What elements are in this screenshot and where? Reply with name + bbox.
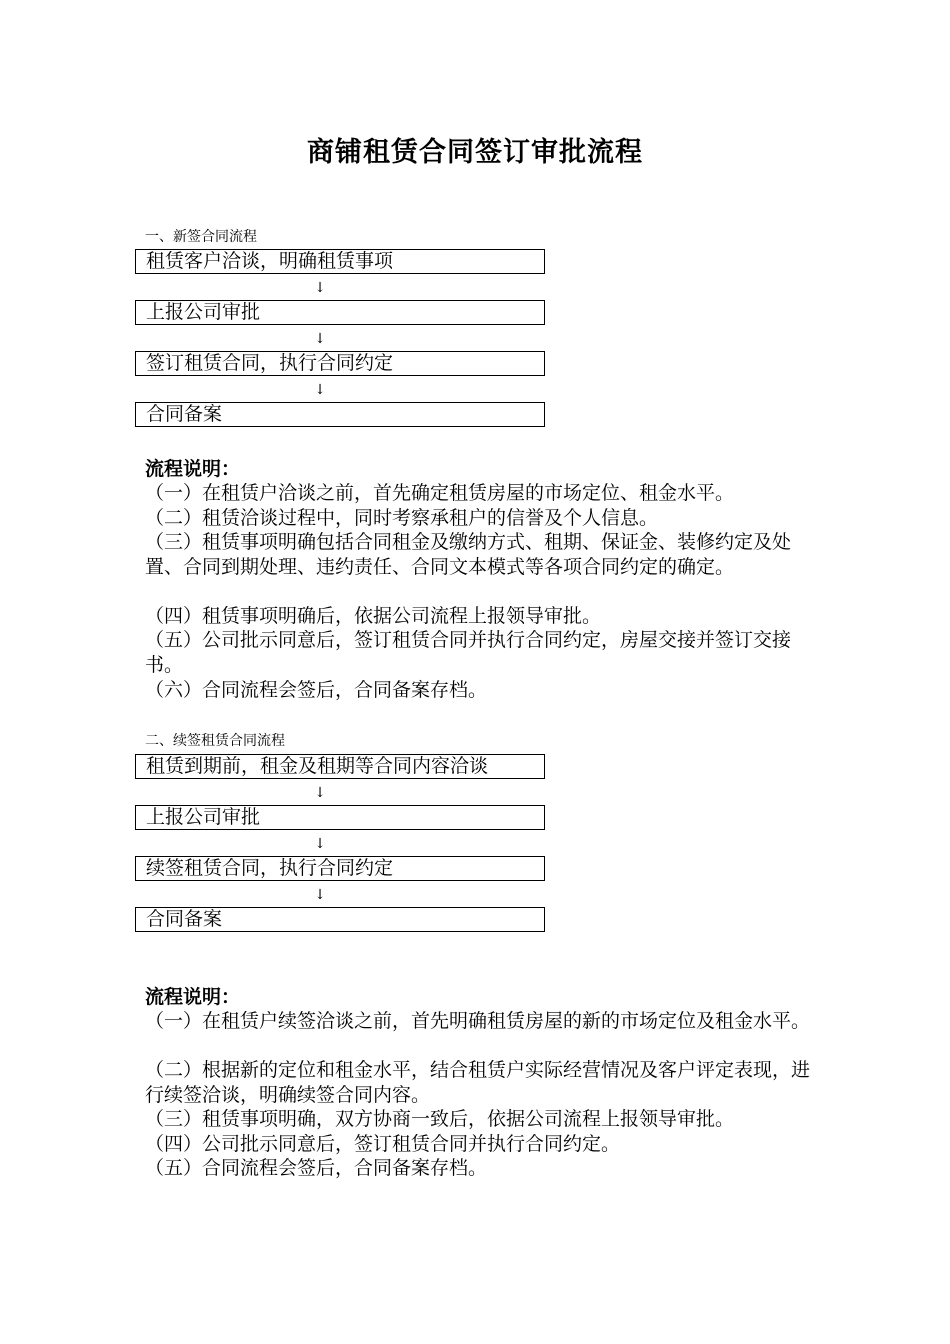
arrow-down-icon: ↓ <box>314 887 326 903</box>
section-1-label: 一、新签合同流程 <box>145 229 257 245</box>
note-item: （六）合同流程会签后，合同备案存档。 <box>145 679 488 701</box>
note-item: （三）租赁事项明确，双方协商一致后，依据公司流程上报领导审批。 <box>145 1108 735 1130</box>
arrow-down-icon: ↓ <box>314 785 326 801</box>
arrow-down-icon: ↓ <box>314 280 326 296</box>
notes-heading-1: 流程说明： <box>145 458 241 480</box>
note-item: （二）根据新的定位和租金水平，结合租赁户实际经营情况及客户评定表现，进行续签洽谈，明确续签合同内容。 <box>145 1059 811 1106</box>
note-item: （一）在租赁户续签洽谈之前，首先明确租赁房屋的新的市场定位及租金水平。 <box>145 1010 811 1032</box>
note-item: （四）租赁事项明确后，依据公司流程上报领导审批。 <box>145 605 602 627</box>
flow-step-1-3: 签订租赁合同，执行合同约定 <box>135 351 545 376</box>
arrow-down-icon: ↓ <box>314 382 326 398</box>
arrow-down-icon: ↓ <box>314 836 326 852</box>
note-item: （一）在租赁户洽谈之前，首先确定租赁房屋的市场定位、租金水平。 <box>145 482 735 504</box>
flow-step-1-4: 合同备案 <box>135 402 545 427</box>
note-item: （五）公司批示同意后，签订租赁合同并执行合同约定，房屋交接并签订交接书。 <box>145 629 792 676</box>
flow-step-2-1: 租赁到期前，租金及租期等合同内容洽谈 <box>135 754 545 779</box>
flow-step-2-4: 合同备案 <box>135 907 545 932</box>
flow-step-1-1: 租赁客户洽谈，明确租赁事项 <box>135 249 545 274</box>
flow-step-1-2: 上报公司审批 <box>135 300 545 325</box>
note-item: （三）租赁事项明确包括合同租金及缴纳方式、租期、保证金、装修约定及处置、合同到期处理、违约责任、合同文本模式等各项合同约定的确定。 <box>145 531 792 578</box>
notes-heading-2: 流程说明： <box>145 986 241 1008</box>
note-item: （五）合同流程会签后，合同备案存档。 <box>145 1157 488 1179</box>
page-title: 商铺租赁合同签订审批流程 <box>307 137 643 168</box>
arrow-down-icon: ↓ <box>314 331 326 347</box>
note-item: （四）公司批示同意后，签订租赁合同并执行合同约定。 <box>145 1133 621 1155</box>
flow-step-2-2: 上报公司审批 <box>135 805 545 830</box>
section-2-label: 二、续签租赁合同流程 <box>145 733 285 749</box>
note-item: （二）租赁洽谈过程中，同时考察承租户的信誉及个人信息。 <box>145 507 659 529</box>
flow-step-2-3: 续签租赁合同，执行合同约定 <box>135 856 545 881</box>
